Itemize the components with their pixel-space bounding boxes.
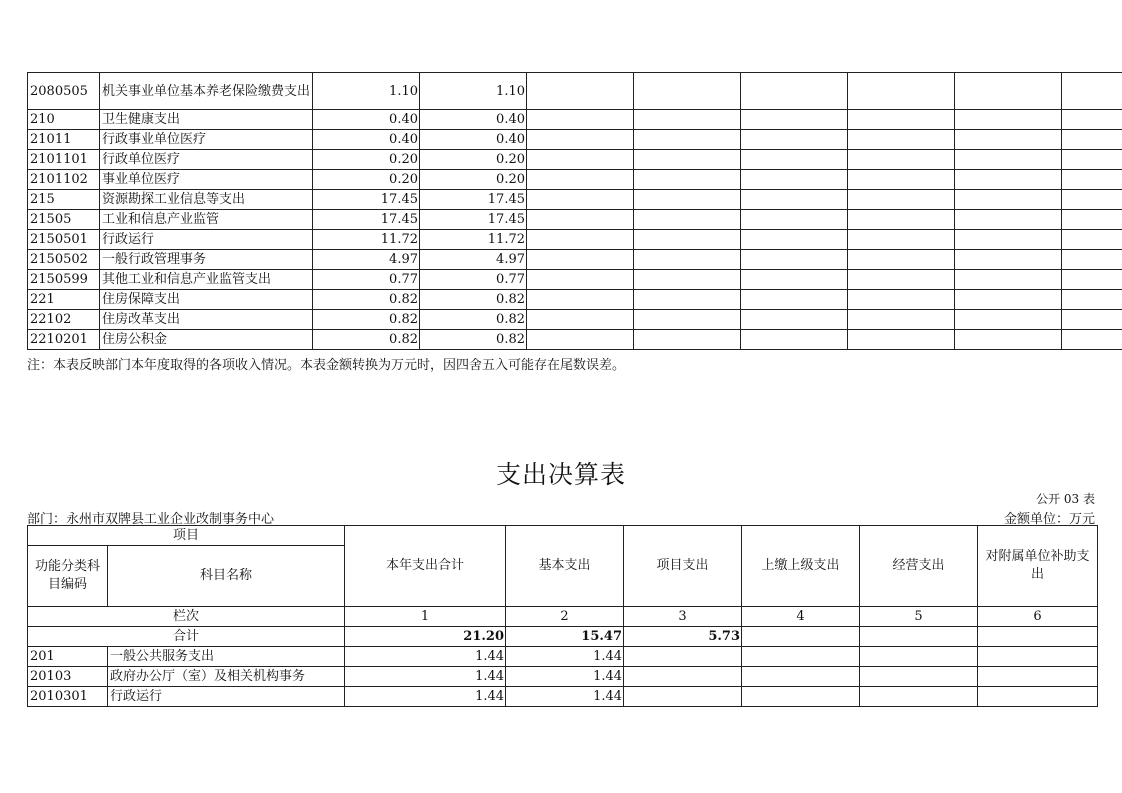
row-code: 210	[28, 110, 100, 130]
row-code: 20103	[28, 667, 108, 687]
column-index-1: 1	[345, 607, 506, 627]
table-row	[28, 190, 1122, 210]
empty-cell	[634, 330, 741, 350]
page-title: 支出决算表	[495, 460, 626, 489]
row-total: 11.72	[313, 230, 420, 250]
row-total: 0.82	[313, 290, 420, 310]
empty-cell	[634, 190, 741, 210]
empty-cell	[527, 330, 634, 350]
empty-cell	[848, 310, 955, 330]
row-name: 行政单位医疗	[100, 150, 313, 170]
expense-table	[27, 525, 1098, 707]
empty-cell	[955, 170, 1062, 190]
row-name: 住房保障支出	[100, 290, 313, 310]
empty-cell	[634, 310, 741, 330]
row-basic: 0.82	[420, 330, 527, 350]
empty-cell	[955, 150, 1062, 170]
table-note: 注：本表反映部门本年度取得的各项收入情况。本表金额转换为万元时，因四舍五入可能存在尾数误差。	[27, 358, 626, 373]
row-name: 行政事业单位医疗	[100, 130, 313, 150]
row-code: 221	[28, 290, 100, 310]
empty-cell	[1062, 250, 1122, 270]
header-code: 功能分类科目编码	[28, 546, 108, 607]
row-name: 其他工业和信息产业监管支出	[100, 270, 313, 290]
empty-cell	[634, 270, 741, 290]
empty-cell	[527, 230, 634, 250]
table-row	[28, 150, 1122, 170]
row-name: 住房公积金	[100, 330, 313, 350]
row-code: 215	[28, 190, 100, 210]
row-basic: 0.82	[420, 310, 527, 330]
table-row	[28, 170, 1122, 190]
row-code: 2010301	[28, 687, 108, 707]
amount-unit-label: 金额单位：万元	[1003, 512, 1095, 527]
empty-cell	[742, 687, 860, 707]
row-basic: 1.44	[506, 667, 624, 687]
empty-cell	[527, 110, 634, 130]
row-total: 0.82	[313, 330, 420, 350]
row-code: 2150502	[28, 250, 100, 270]
empty-cell	[527, 250, 634, 270]
empty-cell	[741, 150, 848, 170]
table-row	[28, 290, 1122, 310]
empty-cell	[634, 290, 741, 310]
row-code: 2101101	[28, 150, 100, 170]
row-basic: 17.45	[420, 210, 527, 230]
total-business	[860, 627, 978, 647]
row-basic: 1.10	[420, 73, 527, 110]
header-col2: 基本支出	[506, 526, 624, 607]
empty-cell	[955, 230, 1062, 250]
row-code: 21011	[28, 130, 100, 150]
empty-cell	[527, 190, 634, 210]
column-index-4: 4	[742, 607, 860, 627]
form-number: 公开 03 表	[1036, 492, 1095, 506]
empty-cell	[1062, 310, 1122, 330]
row-name: 一般行政管理事务	[100, 250, 313, 270]
row-total: 1.10	[313, 73, 420, 110]
total-subsidy	[978, 627, 1098, 647]
row-total: 1.44	[345, 667, 506, 687]
empty-cell	[955, 190, 1062, 210]
empty-cell	[634, 250, 741, 270]
total-basic: 15.47	[506, 627, 624, 647]
row-total: 17.45	[313, 190, 420, 210]
empty-cell	[527, 150, 634, 170]
row-name: 政府办公厅（室）及相关机构事务	[108, 667, 345, 687]
row-total: 0.40	[313, 110, 420, 130]
row-name: 一般公共服务支出	[108, 647, 345, 667]
row-code: 201	[28, 647, 108, 667]
row-name: 卫生健康支出	[100, 110, 313, 130]
empty-cell	[848, 150, 955, 170]
empty-cell	[1062, 230, 1122, 250]
row-name: 事业单位医疗	[100, 170, 313, 190]
row-total: 1.44	[345, 687, 506, 707]
empty-cell	[955, 250, 1062, 270]
empty-cell	[634, 130, 741, 150]
empty-cell	[848, 110, 955, 130]
empty-cell	[634, 73, 741, 110]
empty-cell	[527, 290, 634, 310]
empty-cell	[848, 170, 955, 190]
column-index-2: 2	[506, 607, 624, 627]
empty-cell	[527, 270, 634, 290]
empty-cell	[848, 330, 955, 350]
empty-cell	[978, 687, 1098, 707]
row-basic: 11.72	[420, 230, 527, 250]
row-basic: 0.77	[420, 270, 527, 290]
empty-cell	[634, 210, 741, 230]
row-code: 2080505	[28, 73, 100, 110]
empty-cell	[955, 270, 1062, 290]
row-total: 17.45	[313, 210, 420, 230]
header-col1: 本年支出合计	[345, 526, 506, 607]
empty-cell	[741, 130, 848, 150]
row-total: 0.20	[313, 170, 420, 190]
row-code: 22102	[28, 310, 100, 330]
row-code: 2210201	[28, 330, 100, 350]
header-col4: 上缴上级支出	[742, 526, 860, 607]
row-name: 住房改革支出	[100, 310, 313, 330]
row-code: 2150501	[28, 230, 100, 250]
empty-cell	[741, 330, 848, 350]
total-upper	[742, 627, 860, 647]
empty-cell	[1062, 130, 1122, 150]
row-total: 0.82	[313, 310, 420, 330]
table-row	[28, 667, 1098, 687]
empty-cell	[624, 667, 742, 687]
empty-cell	[742, 667, 860, 687]
total-amount: 21.20	[345, 627, 506, 647]
table-row	[28, 687, 1098, 707]
empty-cell	[1062, 150, 1122, 170]
empty-cell	[624, 647, 742, 667]
empty-cell	[527, 130, 634, 150]
table-row	[28, 210, 1122, 230]
empty-cell	[848, 210, 955, 230]
row-basic: 0.40	[420, 130, 527, 150]
empty-cell	[634, 230, 741, 250]
table-row	[28, 647, 1098, 667]
empty-cell	[848, 290, 955, 310]
row-basic: 1.44	[506, 687, 624, 707]
empty-cell	[955, 73, 1062, 110]
header-item: 项目	[28, 526, 345, 546]
empty-cell	[741, 270, 848, 290]
total-row	[28, 627, 1098, 647]
empty-cell	[1062, 73, 1122, 110]
empty-cell	[741, 290, 848, 310]
table-row	[28, 270, 1122, 290]
row-basic: 17.45	[420, 190, 527, 210]
row-basic: 0.40	[420, 110, 527, 130]
empty-cell	[741, 73, 848, 110]
empty-cell	[860, 667, 978, 687]
empty-cell	[978, 667, 1098, 687]
empty-cell	[527, 210, 634, 230]
row-basic: 0.20	[420, 150, 527, 170]
empty-cell	[860, 647, 978, 667]
empty-cell	[1062, 110, 1122, 130]
empty-cell	[741, 230, 848, 250]
row-code: 2150599	[28, 270, 100, 290]
row-code: 21505	[28, 210, 100, 230]
header-col6: 对附属单位补助支出	[978, 526, 1098, 607]
empty-cell	[1062, 270, 1122, 290]
header-name: 科目名称	[108, 546, 345, 607]
empty-cell	[978, 647, 1098, 667]
empty-cell	[741, 110, 848, 130]
row-name: 资源勘探工业信息等支出	[100, 190, 313, 210]
table-row	[28, 310, 1122, 330]
empty-cell	[955, 290, 1062, 310]
row-basic: 0.82	[420, 290, 527, 310]
row-total: 0.20	[313, 150, 420, 170]
row-basic: 0.20	[420, 170, 527, 190]
income-table-continued	[27, 72, 1122, 350]
table-row	[28, 230, 1122, 250]
empty-cell	[848, 130, 955, 150]
column-index-label: 栏次	[28, 607, 345, 627]
empty-cell	[527, 310, 634, 330]
empty-cell	[955, 110, 1062, 130]
empty-cell	[742, 647, 860, 667]
table-row	[28, 330, 1122, 350]
header-col3: 项目支出	[624, 526, 742, 607]
empty-cell	[1062, 190, 1122, 210]
empty-cell	[955, 310, 1062, 330]
empty-cell	[527, 170, 634, 190]
row-name: 行政运行	[108, 687, 345, 707]
row-name: 工业和信息产业监管	[100, 210, 313, 230]
table-row	[28, 110, 1122, 130]
empty-cell	[1062, 210, 1122, 230]
column-index-6: 6	[978, 607, 1098, 627]
empty-cell	[1062, 290, 1122, 310]
empty-cell	[955, 130, 1062, 150]
empty-cell	[634, 110, 741, 130]
empty-cell	[741, 310, 848, 330]
empty-cell	[848, 270, 955, 290]
empty-cell	[1062, 170, 1122, 190]
empty-cell	[634, 170, 741, 190]
empty-cell	[527, 73, 634, 110]
row-name: 行政运行	[100, 230, 313, 250]
row-total: 1.44	[345, 647, 506, 667]
total-label: 合计	[28, 627, 345, 647]
empty-cell	[955, 210, 1062, 230]
table-row	[28, 250, 1122, 270]
empty-cell	[848, 250, 955, 270]
header-col5: 经营支出	[860, 526, 978, 607]
row-total: 0.40	[313, 130, 420, 150]
total-project: 5.73	[624, 627, 742, 647]
empty-cell	[860, 687, 978, 707]
empty-cell	[741, 170, 848, 190]
empty-cell	[741, 250, 848, 270]
empty-cell	[1062, 330, 1122, 350]
row-total: 4.97	[313, 250, 420, 270]
empty-cell	[741, 210, 848, 230]
row-total: 0.77	[313, 270, 420, 290]
row-basic: 4.97	[420, 250, 527, 270]
empty-cell	[848, 230, 955, 250]
empty-cell	[848, 190, 955, 210]
empty-cell	[634, 150, 741, 170]
row-name: 机关事业单位基本养老保险缴费支出	[100, 73, 313, 110]
department-label: 部门：永州市双牌县工业企业改制事务中心	[27, 512, 275, 527]
empty-cell	[848, 73, 955, 110]
table-row	[28, 73, 1122, 110]
table-row	[28, 130, 1122, 150]
empty-cell	[741, 190, 848, 210]
empty-cell	[624, 687, 742, 707]
row-basic: 1.44	[506, 647, 624, 667]
column-index-3: 3	[624, 607, 742, 627]
empty-cell	[955, 330, 1062, 350]
column-index-5: 5	[860, 607, 978, 627]
row-code: 2101102	[28, 170, 100, 190]
